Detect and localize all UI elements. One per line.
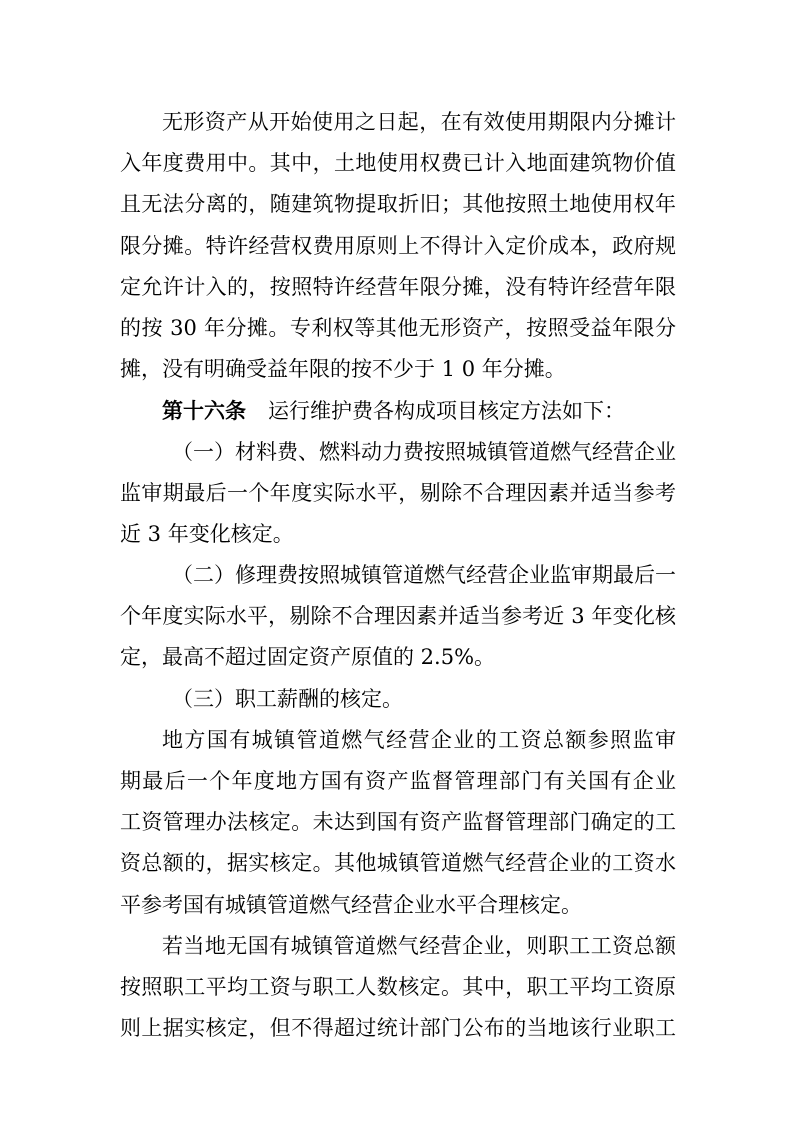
text-line: 地方国有城镇管道燃气经营企业的工资总额参照监审 — [162, 727, 676, 752]
text-line: （一）材料费、燃料动力费按照城镇管道燃气经营企业 — [172, 439, 676, 464]
text-line: 无形资产从开始使用之日起，在有效使用期限内分摊计 — [162, 110, 676, 134]
text-line: 近 3 年变化核定。 — [120, 521, 294, 546]
text-line: 若当地无国有城镇管道燃气经营企业，则职工工资总额 — [162, 933, 676, 958]
text-line: 个年度实际水平，剔除不合理因素并适当参考近 3 年变化核 — [120, 604, 676, 629]
text-line: 按照职工平均工资与职工人数核定。其中，职工平均工资原 — [120, 974, 676, 999]
article-16-text: 运行维护费各构成项目核定方法如下： — [268, 399, 625, 424]
text-line: 资总额的，据实核定。其他城镇管道燃气经营企业的工资水 — [120, 851, 676, 876]
text-line: 限分摊。特许经营权费用原则上不得计入定价成本，政府规 — [120, 233, 676, 258]
text-line: 的按 30 年分摊。专利权等其他无形资产，按照受益年限分 — [120, 315, 676, 340]
text-line: 工资管理办法核定。未达到国有资产监督管理部门确定的工 — [120, 810, 676, 835]
text-line: 且无法分离的，随建筑物提取折旧；其他按照土地使用权年 — [120, 192, 676, 217]
text-line: 定允许计入的，按照特许经营年限分摊，没有特许经营年限 — [120, 274, 676, 299]
text-line: 入年度费用中。其中，土地使用权费已计入地面建筑物价值 — [120, 151, 676, 176]
text-line: （三）职工薪酬的核定。 — [172, 686, 403, 711]
text-line: 监审期最后一个年度实际水平，剔除不合理因素并适当参考 — [120, 480, 676, 505]
text-line: 期最后一个年度地方国有资产监督管理部门有关国有企业 — [120, 769, 676, 793]
text-line: （二）修理费按照城镇管道燃气经营企业监审期最后一 — [172, 563, 676, 588]
text-line: 则上据实核定，但不得超过统计部门公布的当地该行业职工 — [120, 1016, 676, 1041]
document-page — [120, 102, 676, 1049]
article-16-line — [120, 390, 676, 431]
article-16-label: 第十六条 — [162, 398, 246, 424]
text-line: 平参考国有城镇管道燃气经营企业水平合理核定。 — [120, 892, 582, 917]
text-line: 定，最高不超过固定资产原值的 2.5%。 — [120, 645, 496, 670]
text-line: 摊，没有明确受益年限的按不少于 1 0 年分摊。 — [120, 357, 566, 382]
